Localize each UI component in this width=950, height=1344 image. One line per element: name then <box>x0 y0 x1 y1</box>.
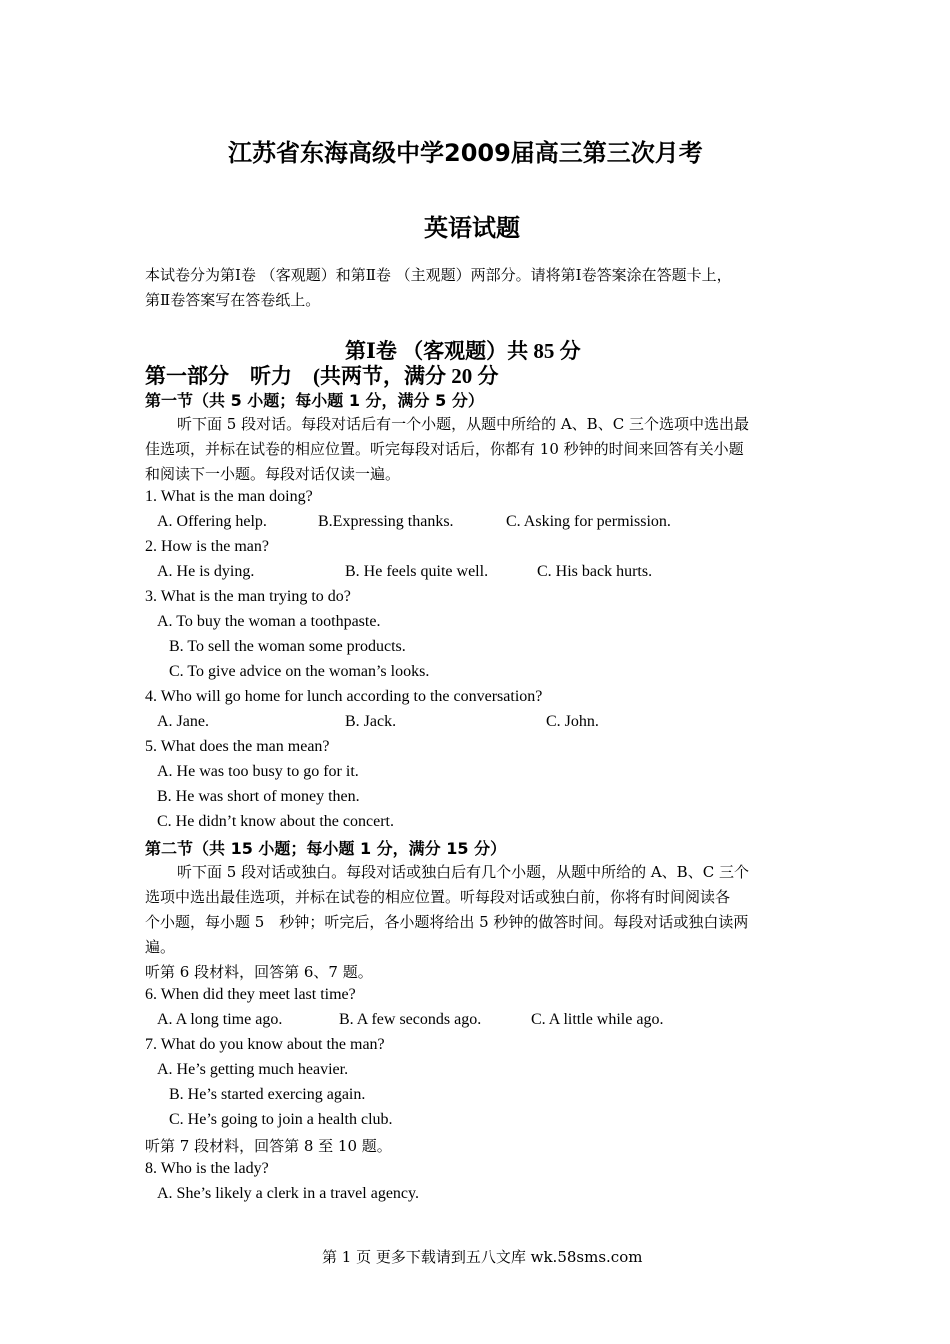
material-6-note: 听第 6 段材料，回答第 6、7 题。 <box>145 963 373 981</box>
intro-line-2: 第Ⅱ卷答案写在答卷纸上。 <box>145 291 321 309</box>
intro-line-1: 本试卷分为第Ⅰ卷 （客观题）和第Ⅱ卷 （主观题）两部分。请将第Ⅰ卷答案涂在答题卡上， <box>145 266 732 284</box>
q4-option-c: C. John. <box>546 713 599 730</box>
q6-option-b: B. A few seconds ago. <box>339 1011 482 1028</box>
q8-option-a: A. She’s likely a clerk in a travel agency. <box>157 1185 419 1202</box>
section2-instructions-line-1: 听下面 5 段对话或独白。每段对话或独白后有几个小题，从题中所给的 A、B、C 三个 <box>177 863 749 881</box>
q5-option-c: C. He didn’t know about the concert. <box>157 813 394 830</box>
q2-option-c: C. His back hurts. <box>537 563 653 580</box>
q5-option-b: B. He was short of money then. <box>157 788 360 805</box>
part1-heading: 第一部分 听力 (共两节，满分 20 分 <box>145 364 499 388</box>
q6-option-c: C. A little while ago. <box>531 1011 664 1028</box>
section2-instructions-line-3: 个小题，每小题 5 秒钟；听完后，各小题将给出 5 秒钟的做答时间。每段对话或独白读两 <box>145 913 749 931</box>
section2-instructions-line-2: 选项中选出最佳选项，并标在试卷的相应位置。听每段对话或独白前，你将有时间阅读各 <box>145 888 731 906</box>
question-1: 1. What is the man doing? <box>145 488 313 505</box>
q7-option-c: C. He’s going to join a health club. <box>169 1111 393 1128</box>
section1-instructions-line-3: 和阅读下一小题。每段对话仅读一遍。 <box>145 465 401 483</box>
paper1-heading: 第Ⅰ卷 （客观题）共 85 分 <box>345 339 581 363</box>
question-3: 3. What is the man trying to do? <box>145 588 351 605</box>
q1-option-b: B.Expressing thanks. <box>318 513 454 530</box>
question-8: 8. Who is the lady? <box>145 1160 269 1177</box>
q1-option-c: C. Asking for permission. <box>506 513 671 530</box>
q4-option-b: B. Jack. <box>345 713 397 730</box>
section1-instructions-line-1: 听下面 5 段对话。每段对话后有一个小题，从题中所给的 A、B、C 三个选项中选出最 <box>177 415 749 433</box>
q3-option-b: B. To sell the woman some products. <box>169 638 406 655</box>
section2-heading: 第二节（共 15 小题；每小题 1 分，满分 15 分） <box>145 839 507 858</box>
exam-subtitle: 英语试题 <box>424 214 520 242</box>
question-4: 4. Who will go home for lunch according to the conversation? <box>145 688 543 705</box>
page-footer: 第 1 页 更多下载请到五八文库 wk.58sms.com <box>322 1248 643 1266</box>
section2-instructions-line-4: 遍。 <box>145 938 176 956</box>
section1-heading: 第一节（共 5 小题；每小题 1 分，满分 5 分） <box>145 391 484 410</box>
question-7: 7. What do you know about the man? <box>145 1036 385 1053</box>
q4-option-a: A. Jane. <box>157 713 209 730</box>
q2-option-a: A. He is dying. <box>157 563 255 580</box>
q2-option-b: B. He feels quite well. <box>345 563 489 580</box>
q1-option-a: A. Offering help. <box>157 513 267 530</box>
material-7-note: 听第 7 段材料，回答第 8 至 10 题。 <box>145 1137 392 1155</box>
exam-title: 江苏省东海高级中学2009届高三第三次月考 <box>228 139 703 167</box>
q3-option-a: A. To buy the woman a toothpaste. <box>157 613 381 630</box>
section1-instructions-line-2: 佳选项，并标在试卷的相应位置。听完每段对话后，你都有 10 秒钟的时间来回答有关小题 <box>145 440 744 458</box>
question-2: 2. How is the man? <box>145 538 269 555</box>
q5-option-a: A. He was too busy to go for it. <box>157 763 359 780</box>
q7-option-a: A. He’s getting much heavier. <box>157 1061 349 1078</box>
q6-option-a: A. A long time ago. <box>157 1011 283 1028</box>
question-6: 6. When did they meet last time? <box>145 986 356 1003</box>
q3-option-c: C. To give advice on the woman’s looks. <box>169 663 430 680</box>
q7-option-b: B. He’s started exercing again. <box>169 1086 366 1103</box>
question-5: 5. What does the man mean? <box>145 738 330 755</box>
